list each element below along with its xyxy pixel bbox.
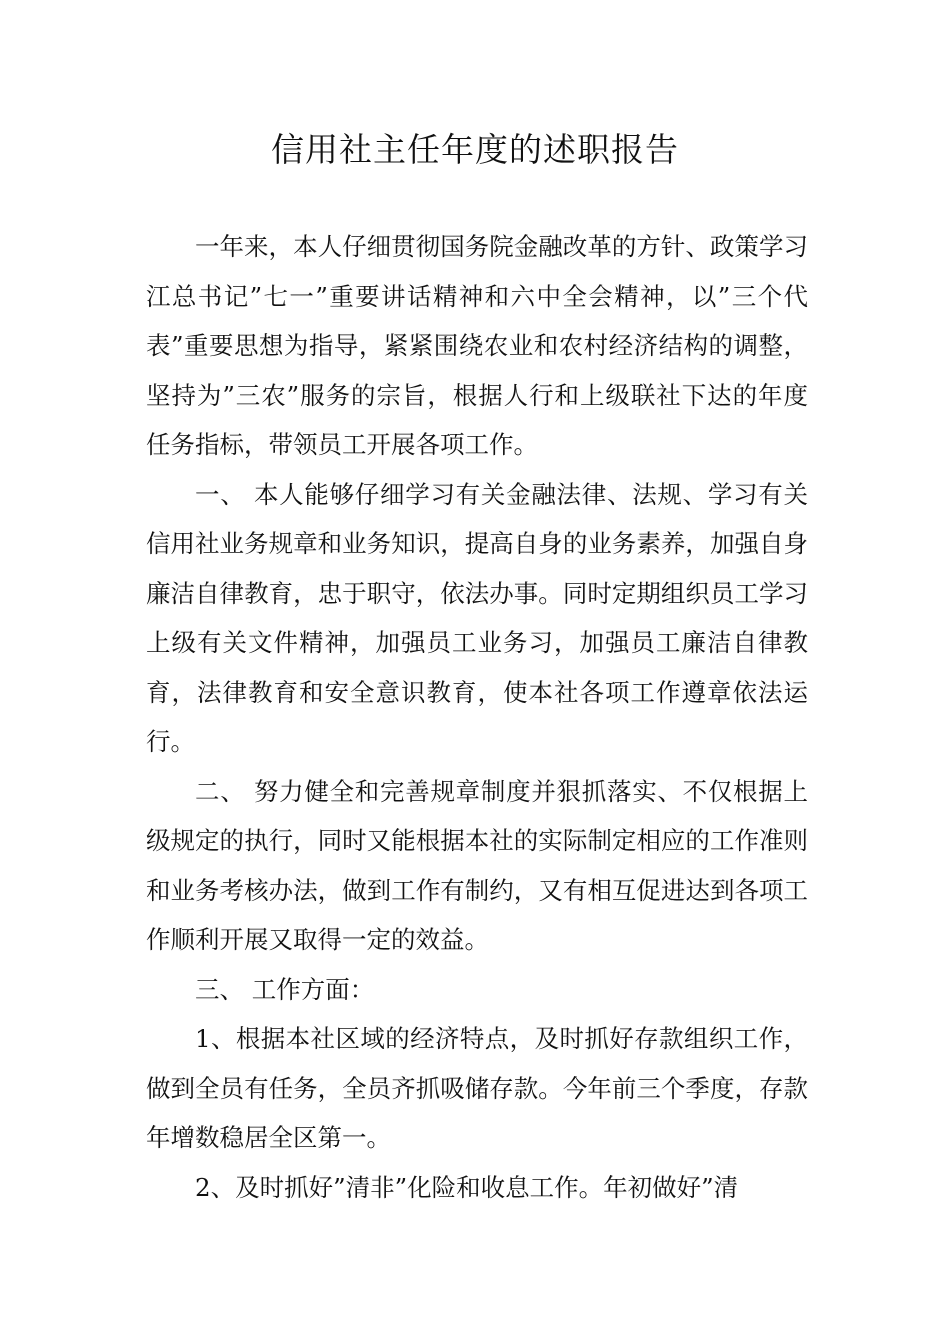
paragraph-section-1: 一、 本人能够仔细学习有关金融法律、法规、学习有关信用社业务规章和业务知识，提高自身的业务素养，加强自身廉洁自律教育，忠于职守，依法办事。同时定期组织员工学习上级有关文件精神，加强员工业务习，加强员工廉洁自律教育，法律教育和安全意识教育，使本社各项工作遵章依法运行。	[146, 479, 808, 756]
paragraph-section-2: 二、 努力健全和完善规章制度并狠抓落实、不仅根据上级规定的执行，同时又能根据本社的实际制定相应的工作准则和业务考核办法，做到工作有制约，又有相互促进达到各项工作顺利开展又取得一定的效益。	[146, 776, 808, 954]
document-body	[146, 222, 808, 1212]
document-title: 信用社主任年度的述职报告	[271, 130, 679, 169]
paragraph-item-2: 2、及时抓好”清非”化险和收息工作。年初做好”清	[195, 1172, 739, 1202]
paragraph-intro: 一年来，本人仔细贯彻国务院金融改革的方针、政策学习江总书记”七一”重要讲话精神和六中全会精神，以”三个代表”重要思想为指导，紧紧围绕农业和农村经济结构的调整，坚持为”三农”服务的宗旨，根据人行和上级联社下达的年度任务指标，带领员工开展各项工作。	[146, 232, 808, 459]
paragraph-section-3-heading: 三、 工作方面：	[195, 974, 375, 1004]
paragraph-item-1: 1、根据本社区域的经济特点，及时抓好存款组织工作，做到全员有任务，全员齐抓吸储存款。今年前三个季度，存款年增数稳居全区第一。	[146, 1024, 808, 1152]
